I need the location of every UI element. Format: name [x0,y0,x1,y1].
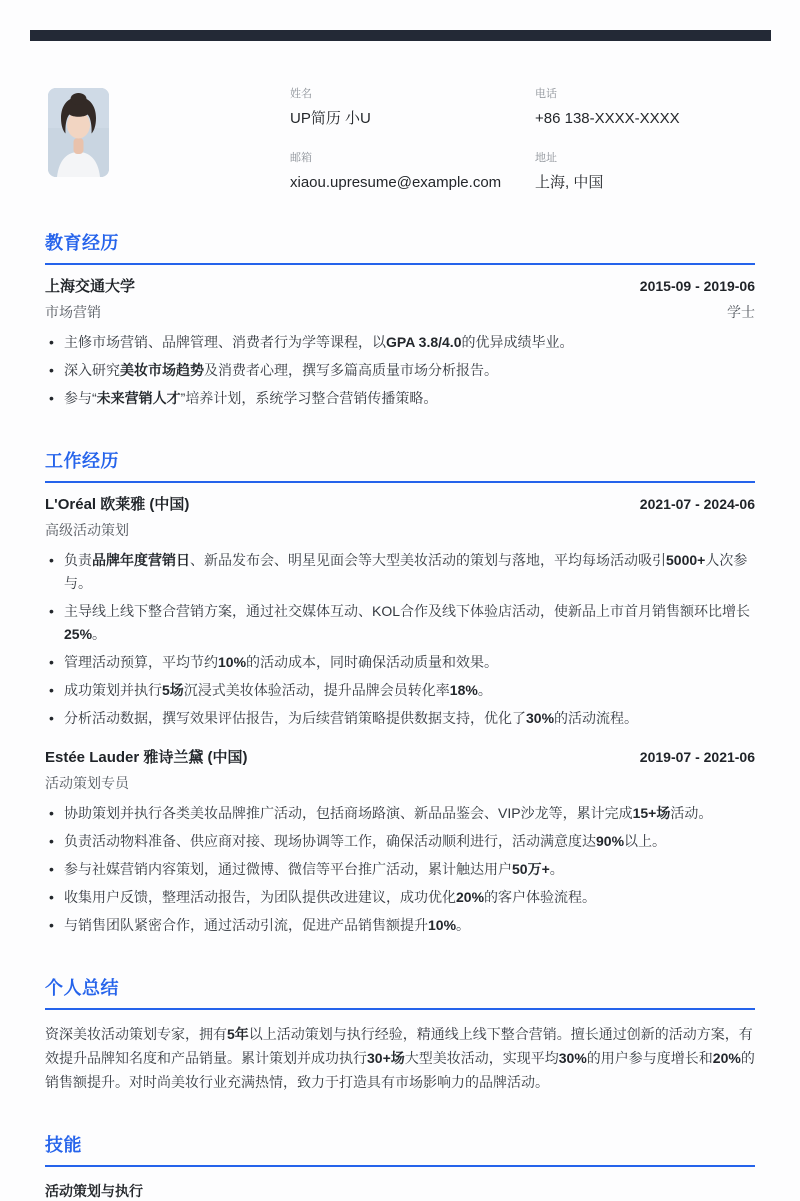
text-segment: 大型美妆活动，实现平均 [404,1050,559,1066]
entry-header-row [45,746,755,767]
skill-item: 活动策划与执行 [45,1183,143,1199]
bullet-item [45,679,755,702]
entry-subtitle-row [45,303,755,321]
top-accent-bar [30,30,771,41]
contact-fields [290,88,780,192]
entry-date-range: 2019-07 - 2021-06 [639,749,755,765]
text-segment: 资深美妆活动策划专家，拥有 [45,1026,227,1042]
section-divider [45,263,755,265]
address-label: 地址 [535,152,557,164]
highlighted-text: 30% [558,1050,587,1066]
highlighted-text: 15+场 [632,805,671,821]
text-segment: 收集用户反馈，整理活动报告，为团队提供改进建议，成功优化 [64,889,456,905]
resume-section-3 [45,977,755,1094]
bullet-item [45,549,755,595]
text-segment: 沉浸式美妆体验活动，提升品牌会员转化率 [183,682,450,698]
highlighted-text: 90% [596,833,625,849]
text-segment: 人次参与。 [64,552,748,591]
section-divider [45,481,755,483]
highlighted-text: 未来营销人才 [96,390,181,406]
entry-title: 上海交通大学 [45,278,136,295]
text-segment: 参与“ [64,390,97,406]
highlighted-text: 10% [428,917,457,933]
phone-value: +86 138-XXXX-XXXX [535,110,680,127]
bullet-item [45,359,755,382]
contact-header [48,0,755,192]
text-segment: 以上活动策划与执行经验，精通线上线下整合营销。擅长通过创新的活动方案，有效提升品牌知名度和产品销量。累计策划并成功执行 [45,1026,753,1066]
bullet-item [45,331,755,354]
entry-title: L'Oréal 欧莱雅 (中国) [45,496,190,513]
section-divider [45,1008,755,1010]
highlighted-text: 美妆市场趋势 [120,362,204,378]
highlighted-text: 18% [449,682,478,698]
name-value: UP简历 小U [290,110,371,127]
bullet-item [45,707,755,730]
entry-subtitle-row [45,521,755,539]
highlighted-text: 25% [64,626,93,642]
bullet-dot: • [49,917,54,933]
highlighted-text: 5年 [227,1026,249,1042]
email-field [290,152,535,192]
text-segment: 的活动成本，同时确保活动质量和效果。 [246,654,499,670]
resume-section-2 [45,450,755,937]
entry-date-range: 2021-07 - 2024-06 [639,496,755,512]
highlighted-text: 5场 [162,682,184,698]
bullet-dot: • [49,362,54,378]
text-segment: 的客户体验流程。 [484,889,597,905]
text-segment: 负责活动物料准备、供应商对接、现场协调等工作，确保活动顺利进行，活动满意度达 [64,833,596,849]
experience-entry [45,275,755,410]
bullet-item [45,886,755,909]
entry-header-row [45,275,755,296]
text-segment: 成功策划并执行 [64,682,162,698]
entry-title: Estée Lauder 雅诗兰黛 (中国) [45,749,248,766]
name-label: 姓名 [290,88,312,100]
text-segment: 。 [92,626,107,642]
section-divider [45,1165,755,1167]
highlighted-text: 品牌年度营销日 [92,552,190,568]
bullet-dot: • [49,552,54,568]
bullet-item [45,387,755,410]
experience-entry [45,746,755,937]
text-segment: 以上。 [624,833,667,849]
bullet-item [45,914,755,937]
highlighted-text: 20% [712,1050,741,1066]
profile-photo-image [48,88,109,177]
resume-section-4 [45,1134,755,1201]
bullet-dot: • [49,390,54,406]
bullet-dot: • [49,833,54,849]
highlighted-text: 5000+ [666,552,706,568]
text-segment: 的活动流程。 [554,710,639,726]
text-segment: 与销售团队紧密合作，通过活动引流，促进产品销售额提升 [64,917,428,933]
bullet-dot: • [49,710,54,726]
bullet-dot: • [49,334,54,350]
name-field [290,88,535,128]
section-title: 教育经历 [45,233,119,253]
highlighted-text: GPA 3.8/4.0 [386,334,462,350]
phone-field [535,88,780,128]
section-title: 技能 [45,1135,82,1155]
bullet-item [45,802,755,825]
bullet-dot: • [49,889,54,905]
text-segment: ”培养计划，系统学习整合营销传播策略。 [180,390,438,406]
address-field [535,152,780,192]
entry-date-range: 2015-09 - 2019-06 [639,278,755,294]
email-label: 邮箱 [290,152,312,164]
section-title: 工作经历 [45,451,119,471]
resume-section-1 [45,232,755,410]
highlighted-text: 50万+ [512,861,550,877]
bullet-list [45,549,755,730]
text-segment: 及消费者心理，撰写多篇高质量市场分析报告。 [204,362,498,378]
entry-degree: 学士 [727,304,755,320]
experience-entry [45,493,755,730]
address-value: 上海, 中国 [535,174,604,191]
highlighted-text: 10% [218,654,247,670]
entry-subtitle: 高级活动策划 [45,522,129,538]
highlighted-text: 30+场 [367,1050,405,1066]
bullet-dot: • [49,682,54,698]
bullet-item [45,651,755,674]
entry-header-row [45,493,755,514]
entry-subtitle: 活动策划专员 [45,775,129,791]
text-segment: 。 [477,682,492,698]
section-title: 个人总结 [45,978,119,998]
text-segment: 负责 [64,552,92,568]
bullet-item [45,600,755,646]
email-value: xiaou.upresume@example.com [290,174,502,191]
entry-subtitle: 市场营销 [45,304,101,320]
bullet-list [45,802,755,937]
text-segment: 的销售额提升。对时尚美妆行业充满热情，致力于打造具有市场影响力的品牌活动。 [45,1050,755,1090]
bullet-dot: • [49,805,54,821]
text-segment: 主修市场营销、品牌管理、消费者行为学等课程，以 [64,334,386,350]
text-segment: 。 [549,861,564,877]
bullet-item [45,858,755,881]
bullet-dot: • [49,654,54,670]
text-segment: 、新品发布会、明星见面会等大型美妆活动的策划与落地，平均每场活动吸引 [190,552,666,568]
text-segment: 的优异成绩毕业。 [461,334,574,350]
text-segment: 活动。 [670,805,713,821]
text-segment: 分析活动数据，撰写效果评估报告，为后续营销策略提供数据支持，优化了 [64,710,526,726]
text-segment: 协助策划并执行各类美妆品牌推广活动，包括商场路演、新品品鉴会、VIP沙龙等，累计完成 [64,805,633,821]
text-segment: 主导线上线下整合营销方案，通过社交媒体互动、KOL合作及线下体验店活动，使新品上市首月销售额环比增长 [64,603,751,619]
phone-label: 电话 [535,88,557,100]
summary-paragraph [45,1022,755,1094]
bullet-dot: • [49,861,54,877]
resume-sections [45,232,755,1201]
entry-subtitle-row [45,774,755,792]
bullet-item [45,830,755,853]
bullet-list [45,331,755,410]
highlighted-text: 30% [526,710,555,726]
text-segment: 参与社媒营销内容策划，通过微博、微信等平台推广活动，累计触达用户 [64,861,512,877]
text-segment: 。 [456,917,471,933]
highlighted-text: 20% [456,889,485,905]
text-segment: 管理活动预算，平均节约 [64,654,218,670]
profile-photo [48,88,109,177]
text-segment: 的用户参与度增长和 [586,1050,713,1066]
bullet-dot: • [49,603,54,619]
text-segment: 深入研究 [64,362,120,378]
